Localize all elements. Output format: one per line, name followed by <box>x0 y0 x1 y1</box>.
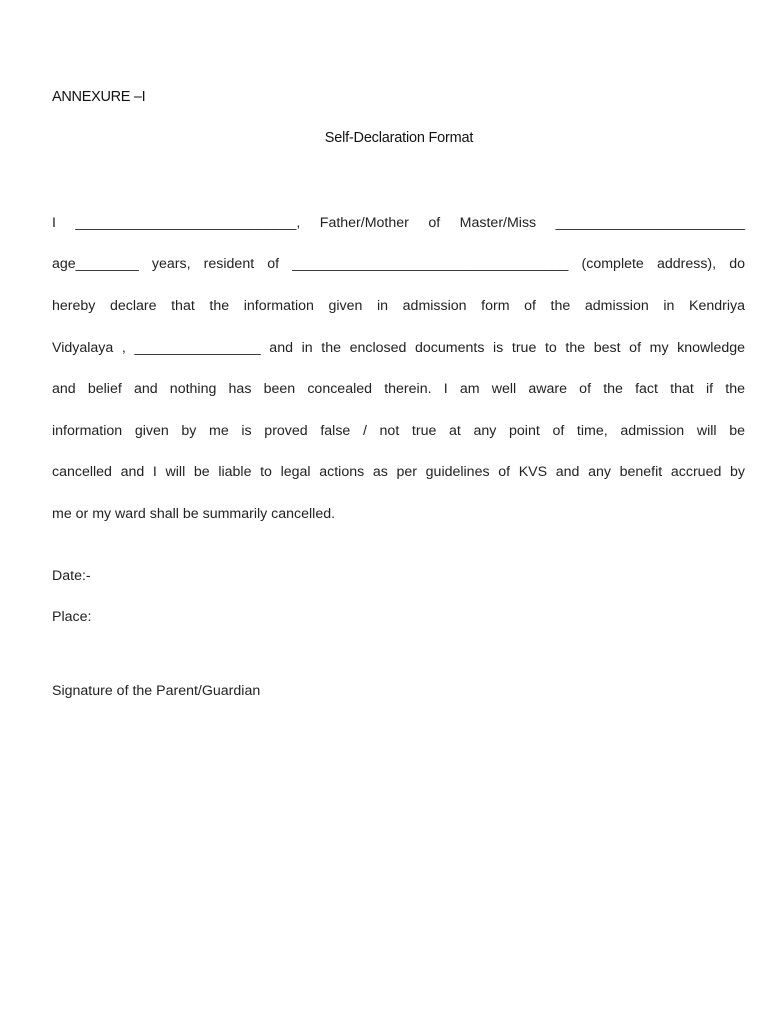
declaration-line: Vidyalaya , ________________ and in the enclosed documents is true to the best of my knowledge <box>52 340 745 356</box>
declaration-line: me or my ward shall be summarily cancelled. <box>52 506 336 522</box>
declaration-line: hereby declare that the information given in admission form of the admission in Kendriya <box>52 298 745 314</box>
document-title: Self-Declaration Format <box>324 130 474 146</box>
declaration-line: I ____________________________, Father/Mother of Master/Miss ________________________ <box>52 215 745 231</box>
declaration-line: information given by me is proved false / not true at any point of time, admission will be <box>52 423 745 439</box>
signature-label: Signature of the Parent/Guardian <box>52 683 261 699</box>
annexure-heading: ANNEXURE –I <box>52 89 146 105</box>
date-label: Date:- <box>52 568 91 584</box>
declaration-line: cancelled and I will be liable to legal actions as per guidelines of KVS and any benefit accrued by <box>52 464 745 480</box>
declaration-line: age________ years, resident of ___________________________________ (complete address), do <box>52 256 745 272</box>
declaration-line: and belief and nothing has been concealed therein. I am well aware of the fact that if the <box>52 381 745 397</box>
place-label: Place: <box>52 609 92 625</box>
